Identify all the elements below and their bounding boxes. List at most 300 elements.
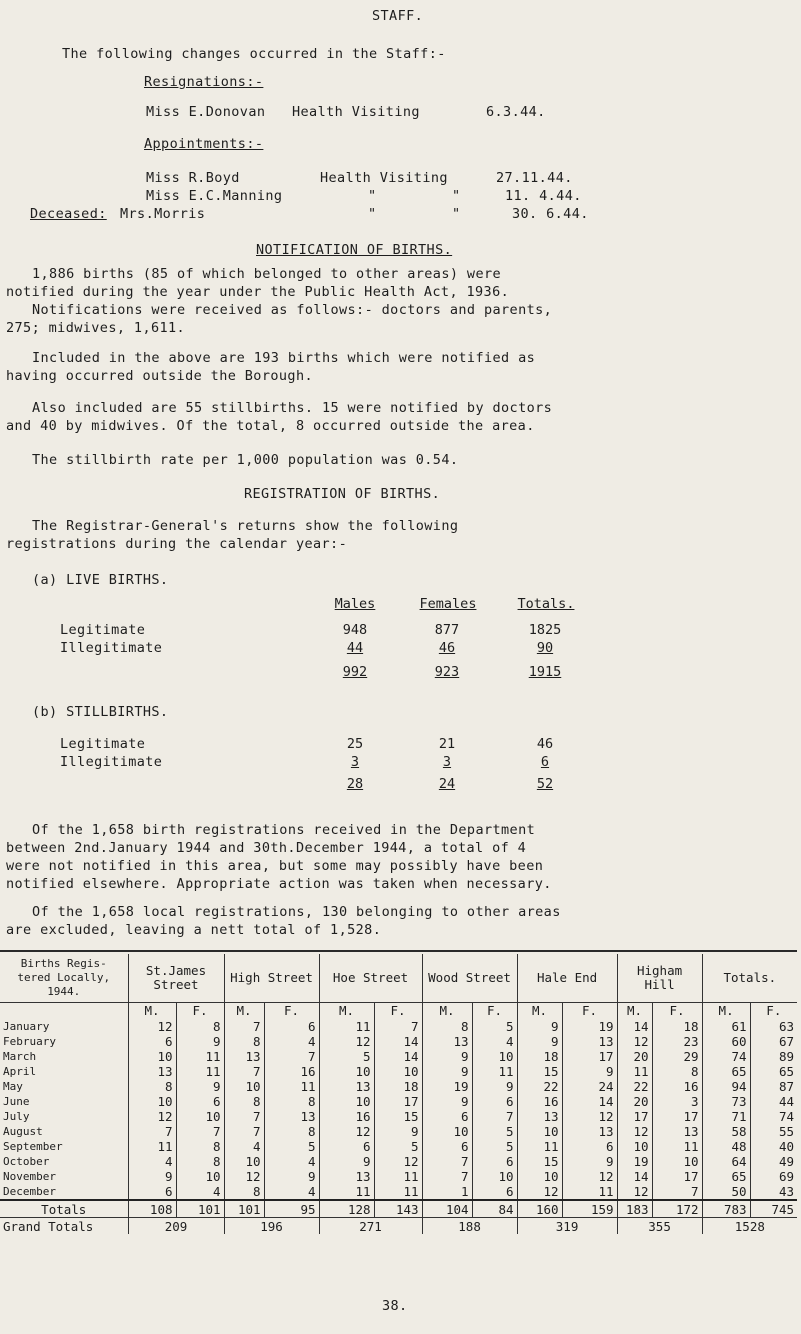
month-label: January <box>3 1020 50 1033</box>
table-cell: 4 <box>472 1034 517 1049</box>
table-cell: 11 <box>176 1049 224 1064</box>
table-cell: 10 <box>517 1124 562 1139</box>
table-cell: 6 <box>562 1139 617 1154</box>
notification-p2-line: having occurred outside the Borough. <box>6 368 313 384</box>
col-header-females: Females <box>419 596 477 612</box>
table-cell: 7 <box>422 1169 472 1184</box>
para-1658-line: between 2nd.January 1944 and 30th.December 1944, a total of 4 <box>6 840 527 856</box>
table-cell: 13 <box>562 1124 617 1139</box>
page-title: STAFF. <box>372 8 424 24</box>
table-cell: 22 <box>617 1079 652 1094</box>
still-legitimate-totals: 46 <box>536 736 554 752</box>
col-header-totals: Totals. <box>517 596 575 612</box>
table-row <box>0 1109 797 1124</box>
live-legitimate-label: Legitimate <box>60 622 146 638</box>
table-cell: 10 <box>176 1109 224 1124</box>
table-cell: 67 <box>750 1034 797 1049</box>
table-cell: 40 <box>750 1139 797 1154</box>
table-cell: 24 <box>562 1079 617 1094</box>
table-cell: 12 <box>562 1169 617 1184</box>
live-total-females: 923 <box>434 664 460 680</box>
table-cell: 11 <box>374 1169 422 1184</box>
table-cell: 11 <box>562 1184 617 1200</box>
table-cell: 10 <box>617 1139 652 1154</box>
table-cell: 8 <box>264 1124 319 1139</box>
live-legitimate-males: 948 <box>342 622 368 638</box>
table-cell: 6 <box>128 1184 176 1200</box>
group-header-high-street: High Street <box>224 954 319 1003</box>
totals-label: Totals <box>0 1200 128 1218</box>
table-row <box>0 1124 797 1139</box>
table-cell: 65 <box>702 1064 750 1079</box>
notification-p4: The stillbirth rate per 1,000 population was 0.54. <box>32 452 459 468</box>
appointment-dept-2: " <box>452 188 461 204</box>
table-cell: 9 <box>562 1154 617 1169</box>
table-cell: 18 <box>374 1079 422 1094</box>
table-cell: 16 <box>264 1064 319 1079</box>
notification-p1-line: 275; midwives, 1,611. <box>6 320 186 336</box>
resignation-dept: Health Visiting <box>292 104 420 120</box>
table-cell: 10 <box>319 1094 374 1109</box>
totals-cell: 108 <box>128 1200 176 1218</box>
table-cell: 8 <box>224 1034 264 1049</box>
live-illegitimate-label: Illegitimate <box>60 640 163 656</box>
table-cell: 12 <box>562 1109 617 1124</box>
table-cell: 4 <box>264 1154 319 1169</box>
table-cell: 12 <box>319 1124 374 1139</box>
table-cell: 6 <box>422 1139 472 1154</box>
table-cell: 7 <box>224 1109 264 1124</box>
resignations-heading: Resignations:- <box>144 74 264 90</box>
table-cell: 6 <box>422 1109 472 1124</box>
table-cell: 61 <box>702 1019 750 1034</box>
table-cell: 16 <box>652 1079 702 1094</box>
table-cell: 13 <box>562 1034 617 1049</box>
table-cell: 64 <box>702 1154 750 1169</box>
subheader-males: M. <box>617 1003 652 1020</box>
live-illegitimate-totals: 90 <box>536 640 554 656</box>
table-cell: 9 <box>422 1094 472 1109</box>
table-cell: 94 <box>702 1079 750 1094</box>
grand-totals-label: Grand Totals <box>0 1218 128 1235</box>
table-cell: 10 <box>652 1154 702 1169</box>
table-cell: 6 <box>264 1019 319 1034</box>
table-cell: 50 <box>702 1184 750 1200</box>
table-cell: 48 <box>702 1139 750 1154</box>
table-cell: 44 <box>750 1094 797 1109</box>
table-cell: 5 <box>264 1139 319 1154</box>
table-cell: 15 <box>374 1109 422 1124</box>
table-cell: 10 <box>176 1169 224 1184</box>
table-row <box>0 1154 797 1169</box>
table-cell: 10 <box>472 1049 517 1064</box>
table-cell: 7 <box>224 1019 264 1034</box>
table-cell: 9 <box>562 1064 617 1079</box>
table-cell: 8 <box>264 1094 319 1109</box>
month-label: November <box>3 1170 56 1183</box>
table-cell: 4 <box>264 1184 319 1200</box>
totals-cell: 159 <box>562 1200 617 1218</box>
appointment-date: 11. 4.44. <box>505 188 582 204</box>
subheader-males: M. <box>517 1003 562 1020</box>
table-cell: 9 <box>422 1049 472 1064</box>
totals-cell: 745 <box>750 1200 797 1218</box>
registration-intro-line: The Registrar-General's returns show the following <box>32 518 459 534</box>
live-legitimate-females: 877 <box>434 622 460 638</box>
table-cell: 17 <box>652 1109 702 1124</box>
table-cell: 43 <box>750 1184 797 1200</box>
totals-cell: 160 <box>517 1200 562 1218</box>
table-cell: 12 <box>617 1034 652 1049</box>
notification-p1-line: Notifications were received as follows:- doctors and parents, <box>32 302 553 318</box>
month-label: May <box>3 1080 23 1093</box>
still-illegitimate-label: Illegitimate <box>60 754 163 770</box>
table-cell: 17 <box>652 1169 702 1184</box>
table-cell: 4 <box>224 1139 264 1154</box>
subheader-females: F. <box>652 1003 702 1020</box>
table-cell: 9 <box>422 1064 472 1079</box>
notification-p3-line: Also included are 55 stillbirths. 15 were notified by doctors <box>32 400 553 416</box>
table-cell: 17 <box>562 1049 617 1064</box>
table-cell: 11 <box>374 1184 422 1200</box>
table-cell: 11 <box>517 1139 562 1154</box>
totals-cell: 128 <box>319 1200 374 1218</box>
table-cell: 69 <box>750 1169 797 1184</box>
table-cell: 13 <box>224 1049 264 1064</box>
month-label: October <box>3 1155 50 1168</box>
table-cell: 9 <box>264 1169 319 1184</box>
still-legitimate-females: 21 <box>438 736 456 752</box>
live-illegitimate-males: 44 <box>346 640 364 656</box>
live-illegitimate-females: 46 <box>438 640 456 656</box>
table-cell: 17 <box>374 1094 422 1109</box>
table-cell: 8 <box>176 1139 224 1154</box>
totals-cell: 101 <box>224 1200 264 1218</box>
table-cell: 19 <box>617 1154 652 1169</box>
subheader-females: F. <box>264 1003 319 1020</box>
group-header-higham-hill: Higham Hill <box>617 954 702 1003</box>
table-cell: 7 <box>264 1049 319 1064</box>
notification-heading: NOTIFICATION OF BIRTHS. <box>256 242 453 258</box>
appointments-heading: Appointments:- <box>144 136 264 152</box>
subheader-males: M. <box>702 1003 750 1020</box>
table-cell: 10 <box>319 1064 374 1079</box>
table-cell: 89 <box>750 1049 797 1064</box>
table-row <box>0 1169 797 1184</box>
table-cell: 10 <box>374 1064 422 1079</box>
table-cell: 6 <box>472 1154 517 1169</box>
month-label: March <box>3 1050 37 1063</box>
subheader-males: M. <box>422 1003 472 1020</box>
table-cell: 5 <box>472 1139 517 1154</box>
table-cell: 49 <box>750 1154 797 1169</box>
table-row <box>0 1049 797 1064</box>
subheader-females: F. <box>472 1003 517 1020</box>
table-cell: 9 <box>128 1169 176 1184</box>
table-cell: 55 <box>750 1124 797 1139</box>
table-row <box>0 1139 797 1154</box>
table-cell: 17 <box>617 1109 652 1124</box>
table-cell: 12 <box>374 1154 422 1169</box>
para-local-line: are excluded, leaving a nett total of 1,528. <box>6 922 382 938</box>
subheader-females: F. <box>562 1003 617 1020</box>
totals-cell: 84 <box>472 1200 517 1218</box>
table-cell: 15 <box>517 1154 562 1169</box>
subheader-row <box>0 1003 797 1020</box>
table-cell: 14 <box>562 1094 617 1109</box>
table-cell: 10 <box>128 1094 176 1109</box>
grand-totals-row <box>0 1218 797 1235</box>
table-cell: 11 <box>319 1019 374 1034</box>
table-cell: 7 <box>176 1124 224 1139</box>
still-legitimate-males: 25 <box>346 736 364 752</box>
table-cell: 13 <box>652 1124 702 1139</box>
table-row <box>0 1184 797 1200</box>
table-cell: 9 <box>472 1079 517 1094</box>
resignation-name: Miss E.Donovan <box>146 104 266 120</box>
table-cell: 9 <box>517 1034 562 1049</box>
table-cell: 9 <box>319 1154 374 1169</box>
para-local-line: Of the 1,658 local registrations, 130 belonging to other areas <box>32 904 561 920</box>
month-label: July <box>3 1110 30 1123</box>
table-cell: 6 <box>128 1034 176 1049</box>
table-cell: 13 <box>264 1109 319 1124</box>
table-cell: 7 <box>472 1109 517 1124</box>
deceased-dept-2: " <box>452 206 461 222</box>
month-label: August <box>3 1125 43 1138</box>
subheader-females: F. <box>374 1003 422 1020</box>
table-cell: 10 <box>224 1079 264 1094</box>
table-cell: 13 <box>422 1034 472 1049</box>
table-cell: 74 <box>750 1109 797 1124</box>
table-cell: 6 <box>176 1094 224 1109</box>
still-total-males: 28 <box>346 776 364 792</box>
table-cell: 13 <box>128 1064 176 1079</box>
table-cell: 20 <box>617 1094 652 1109</box>
group-header-hale-end: Hale End <box>517 954 617 1003</box>
appointment-date: 27.11.44. <box>496 170 573 186</box>
table-cell: 8 <box>422 1019 472 1034</box>
live-births-label: (a) LIVE BIRTHS. <box>32 572 169 588</box>
table-cell: 8 <box>176 1019 224 1034</box>
table-cell: 74 <box>702 1049 750 1064</box>
table-cell: 5 <box>472 1019 517 1034</box>
subheader-blank <box>0 1003 128 1020</box>
subheader-males: M. <box>128 1003 176 1020</box>
subheader-females: F. <box>176 1003 224 1020</box>
appointment-dept: Health Visiting <box>320 170 448 186</box>
month-label: April <box>3 1065 37 1078</box>
table-cell: 18 <box>517 1049 562 1064</box>
subheader-males: M. <box>319 1003 374 1020</box>
table-cell: 60 <box>702 1034 750 1049</box>
totals-cell: 783 <box>702 1200 750 1218</box>
grand-totals-cell: 355 <box>617 1218 702 1235</box>
table-cell: 65 <box>750 1064 797 1079</box>
group-header-totals: Totals. <box>702 954 797 1003</box>
table-cell: 16 <box>517 1094 562 1109</box>
table-cell: 10 <box>517 1169 562 1184</box>
para-1658-line: notified elsewhere. Appropriate action was taken when necessary. <box>6 876 552 892</box>
table-cell: 7 <box>652 1184 702 1200</box>
table-cell: 14 <box>617 1169 652 1184</box>
still-illegitimate-males: 3 <box>350 754 360 770</box>
still-illegitimate-totals: 6 <box>540 754 550 770</box>
table-cell: 11 <box>128 1139 176 1154</box>
appointment-name: Miss E.C.Manning <box>146 188 283 204</box>
table-cell: 23 <box>652 1034 702 1049</box>
table-cell: 8 <box>224 1184 264 1200</box>
live-total-males: 992 <box>342 664 368 680</box>
table-cell: 7 <box>224 1064 264 1079</box>
table-row <box>0 1079 797 1094</box>
totals-cell: 143 <box>374 1200 422 1218</box>
para-1658-line: were not notified in this area, but some may possibly have been <box>6 858 544 874</box>
still-illegitimate-females: 3 <box>442 754 452 770</box>
grand-totals-cell: 196 <box>224 1218 319 1235</box>
table-cell: 13 <box>517 1109 562 1124</box>
table-cell: 20 <box>617 1049 652 1064</box>
month-label: February <box>3 1035 56 1048</box>
deceased-date: 30. 6.44. <box>512 206 589 222</box>
subheader-males: M. <box>224 1003 264 1020</box>
table-cell: 11 <box>264 1079 319 1094</box>
notification-p1-line: 1,886 births (85 of which belonged to other areas) were <box>32 266 502 282</box>
resignation-date: 6.3.44. <box>486 104 546 120</box>
table-cell: 14 <box>374 1034 422 1049</box>
table-cell: 4 <box>264 1034 319 1049</box>
table-cell: 12 <box>617 1184 652 1200</box>
table-cell: 10 <box>224 1154 264 1169</box>
table-row <box>0 1064 797 1079</box>
totals-cell: 104 <box>422 1200 472 1218</box>
intro-text: The following changes occurred in the Staff:- <box>62 46 446 62</box>
para-1658-line: Of the 1,658 birth registrations received in the Department <box>32 822 536 838</box>
registrations-table <box>0 954 797 1234</box>
table-cell: 4 <box>128 1154 176 1169</box>
table-cell: 5 <box>374 1139 422 1154</box>
stillbirths-label: (b) STILLBIRTHS. <box>32 704 169 720</box>
table-cell: 14 <box>374 1049 422 1064</box>
group-header-wood-street: Wood Street <box>422 954 517 1003</box>
table-cell: 5 <box>319 1049 374 1064</box>
registration-intro-line: registrations during the calendar year:- <box>6 536 348 552</box>
notification-p1-line: notified during the year under the Public Health Act, 1936. <box>6 284 510 300</box>
notification-p3-line: and 40 by midwives. Of the total, 8 occurred outside the area. <box>6 418 535 434</box>
deceased-name: Mrs.Morris <box>120 206 206 222</box>
table-cell: 10 <box>472 1169 517 1184</box>
table-cell: 4 <box>176 1184 224 1200</box>
table-cell: 11 <box>617 1064 652 1079</box>
month-label: September <box>3 1140 63 1153</box>
table-top-rule <box>0 950 797 952</box>
page-number: 38. <box>382 1298 408 1314</box>
table-cell: 87 <box>750 1079 797 1094</box>
table-cell: 10 <box>128 1049 176 1064</box>
col-header-males: Males <box>334 596 376 612</box>
still-legitimate-label: Legitimate <box>60 736 146 752</box>
table-cell: 7 <box>374 1019 422 1034</box>
deceased-dept: " <box>368 206 377 222</box>
month-label: December <box>3 1185 56 1198</box>
totals-cell: 172 <box>652 1200 702 1218</box>
table-cell: 12 <box>224 1169 264 1184</box>
group-header-hoe-street: Hoe Street <box>319 954 422 1003</box>
table-cell: 11 <box>319 1184 374 1200</box>
table-cell: 12 <box>128 1019 176 1034</box>
deceased-label: Deceased: <box>30 206 107 222</box>
table-cell: 9 <box>176 1034 224 1049</box>
table-cell: 12 <box>517 1184 562 1200</box>
grand-totals-cell: 319 <box>517 1218 617 1235</box>
table-cell: 15 <box>517 1064 562 1079</box>
table-cell: 73 <box>702 1094 750 1109</box>
table-cell: 14 <box>617 1019 652 1034</box>
table-cell: 16 <box>319 1109 374 1124</box>
table-cell: 11 <box>652 1139 702 1154</box>
appointment-dept: " <box>368 188 377 204</box>
live-total-totals: 1915 <box>528 664 562 680</box>
table-cell: 22 <box>517 1079 562 1094</box>
table-corner-header: Births Regis- tered Locally, 1944. <box>0 954 128 1003</box>
appointment-name: Miss R.Boyd <box>146 170 240 186</box>
table-cell: 13 <box>319 1169 374 1184</box>
table-cell: 3 <box>652 1094 702 1109</box>
table-cell: 9 <box>176 1079 224 1094</box>
still-total-females: 24 <box>438 776 456 792</box>
totals-cell: 95 <box>264 1200 319 1218</box>
table-cell: 65 <box>702 1169 750 1184</box>
subheader-females: F. <box>750 1003 797 1020</box>
table-cell: 1 <box>422 1184 472 1200</box>
live-legitimate-totals: 1825 <box>528 622 562 638</box>
table-cell: 11 <box>176 1064 224 1079</box>
table-cell: 19 <box>562 1019 617 1034</box>
table-cell: 11 <box>472 1064 517 1079</box>
totals-cell: 183 <box>617 1200 652 1218</box>
table-cell: 18 <box>652 1019 702 1034</box>
table-cell: 19 <box>422 1079 472 1094</box>
table-cell: 8 <box>224 1094 264 1109</box>
totals-cell: 101 <box>176 1200 224 1218</box>
table-cell: 29 <box>652 1049 702 1064</box>
table-cell: 12 <box>128 1109 176 1124</box>
table-cell: 9 <box>374 1124 422 1139</box>
grand-totals-cell: 188 <box>422 1218 517 1235</box>
table-cell: 6 <box>472 1094 517 1109</box>
table-cell: 5 <box>472 1124 517 1139</box>
table-cell: 13 <box>319 1079 374 1094</box>
month-label: June <box>3 1095 30 1108</box>
grand-totals-cell: 271 <box>319 1218 422 1235</box>
table-row <box>0 1034 797 1049</box>
notification-p2-line: Included in the above are 193 births which were notified as <box>32 350 536 366</box>
table-cell: 10 <box>422 1124 472 1139</box>
table-row <box>0 1019 797 1034</box>
table-cell: 9 <box>517 1019 562 1034</box>
table-cell: 7 <box>224 1124 264 1139</box>
group-header-st-james: St.James Street <box>128 954 224 1003</box>
table-cell: 12 <box>617 1124 652 1139</box>
table-cell: 7 <box>128 1124 176 1139</box>
totals-row <box>0 1200 797 1218</box>
registration-heading: REGISTRATION OF BIRTHS. <box>244 486 441 502</box>
table-cell: 12 <box>319 1034 374 1049</box>
table-cell: 6 <box>319 1139 374 1154</box>
table-cell: 71 <box>702 1109 750 1124</box>
table-cell: 8 <box>128 1079 176 1094</box>
table-row <box>0 1094 797 1109</box>
